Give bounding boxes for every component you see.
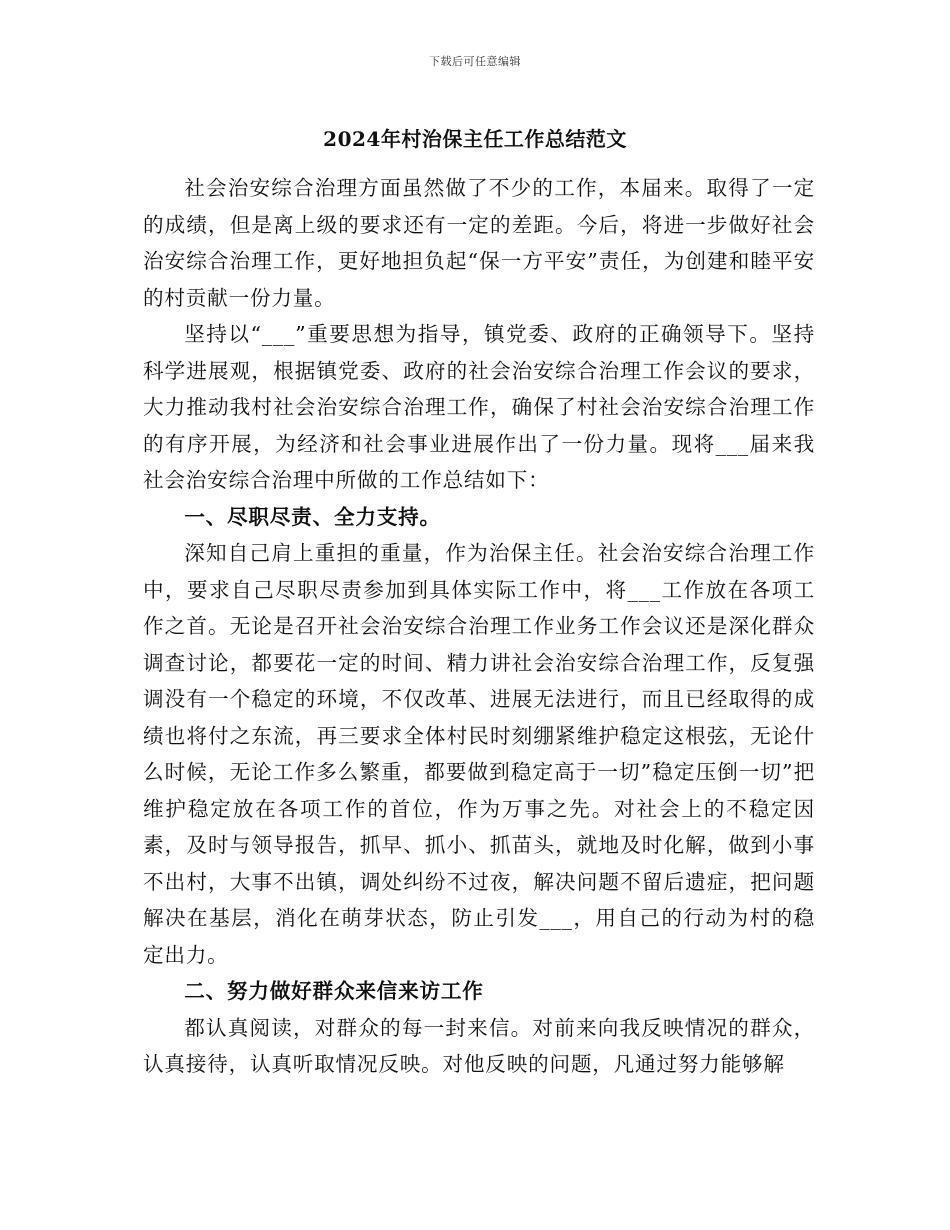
- header-note: 下载后可任意编辑: [429, 55, 521, 68]
- paragraph: 坚持以“___”重要思想为指导，镇党委、政府的正确领导下。坚持科学进展观，根据镇党委、政府的社会治安综合治理工作会议的要求，大力推动我村社会治安综合治理工作，确保了村社会治安综合治理工作的有序开展，为经济和社会事业进展作出了一份力量。现将___届来我社会治安综合治理中所做的工作总结如下：: [143, 322, 815, 492]
- paragraph: 都认真阅读，对群众的每一封来信。对前来向我反映情况的群众，认真接待，认真听取情况反映。对他反映的问题，凡通过努力能够解: [143, 1015, 815, 1076]
- document-title: 2024年村治保主任工作总结范文: [323, 127, 627, 151]
- section-heading: 二、努力做好群众来信来访工作: [184, 979, 484, 1003]
- section-heading: 一、尽职尽责、全力支持。: [184, 504, 441, 529]
- paragraph: 社会治安综合治理方面虽然做了不少的工作，本届来。取得了一定的成绩，但是离上级的要求还有一定的差距。今后，将进一步做好社会治安综合治理工作，更好地担负起“保一方平安”责任，为创建和睦平安的村贡献一份力量。: [143, 176, 815, 310]
- document-body: [143, 170, 815, 1083]
- paragraph: 深知自己肩上重担的重量，作为治保主任。社会治安综合治理工作中，要求自己尽职尽责参加到具体实际工作中，将___工作放在各项工作之首。无论是召开社会治安综合治理工作业务工作会议还是深化群众调查讨论，都要花一定的时间、精力讲社会治安综合治理工作，反复强调没有一个稳定的环境，不仅改革、进展无法进行，而且已经取得的成绩也将付之东流，再三要求全体村民时刻绷紧维护稳定这根弦，无论什么时候，无论工作多么繁重，都要做到稳定高于一切”稳定压倒一切”把维护稳定放在各项工作的首位，作为万事之先。对社会上的不稳定因素，及时与领导报告，抓早、抓小、抓苗头，就地及时化解，做到小事不出村，大事不出镇，调处纠纷不过夜，解决问题不留后遗症，把问题解决在基层，消化在萌芽状态，防止引发___，用自己的行动为村的稳定出力。: [143, 541, 815, 967]
